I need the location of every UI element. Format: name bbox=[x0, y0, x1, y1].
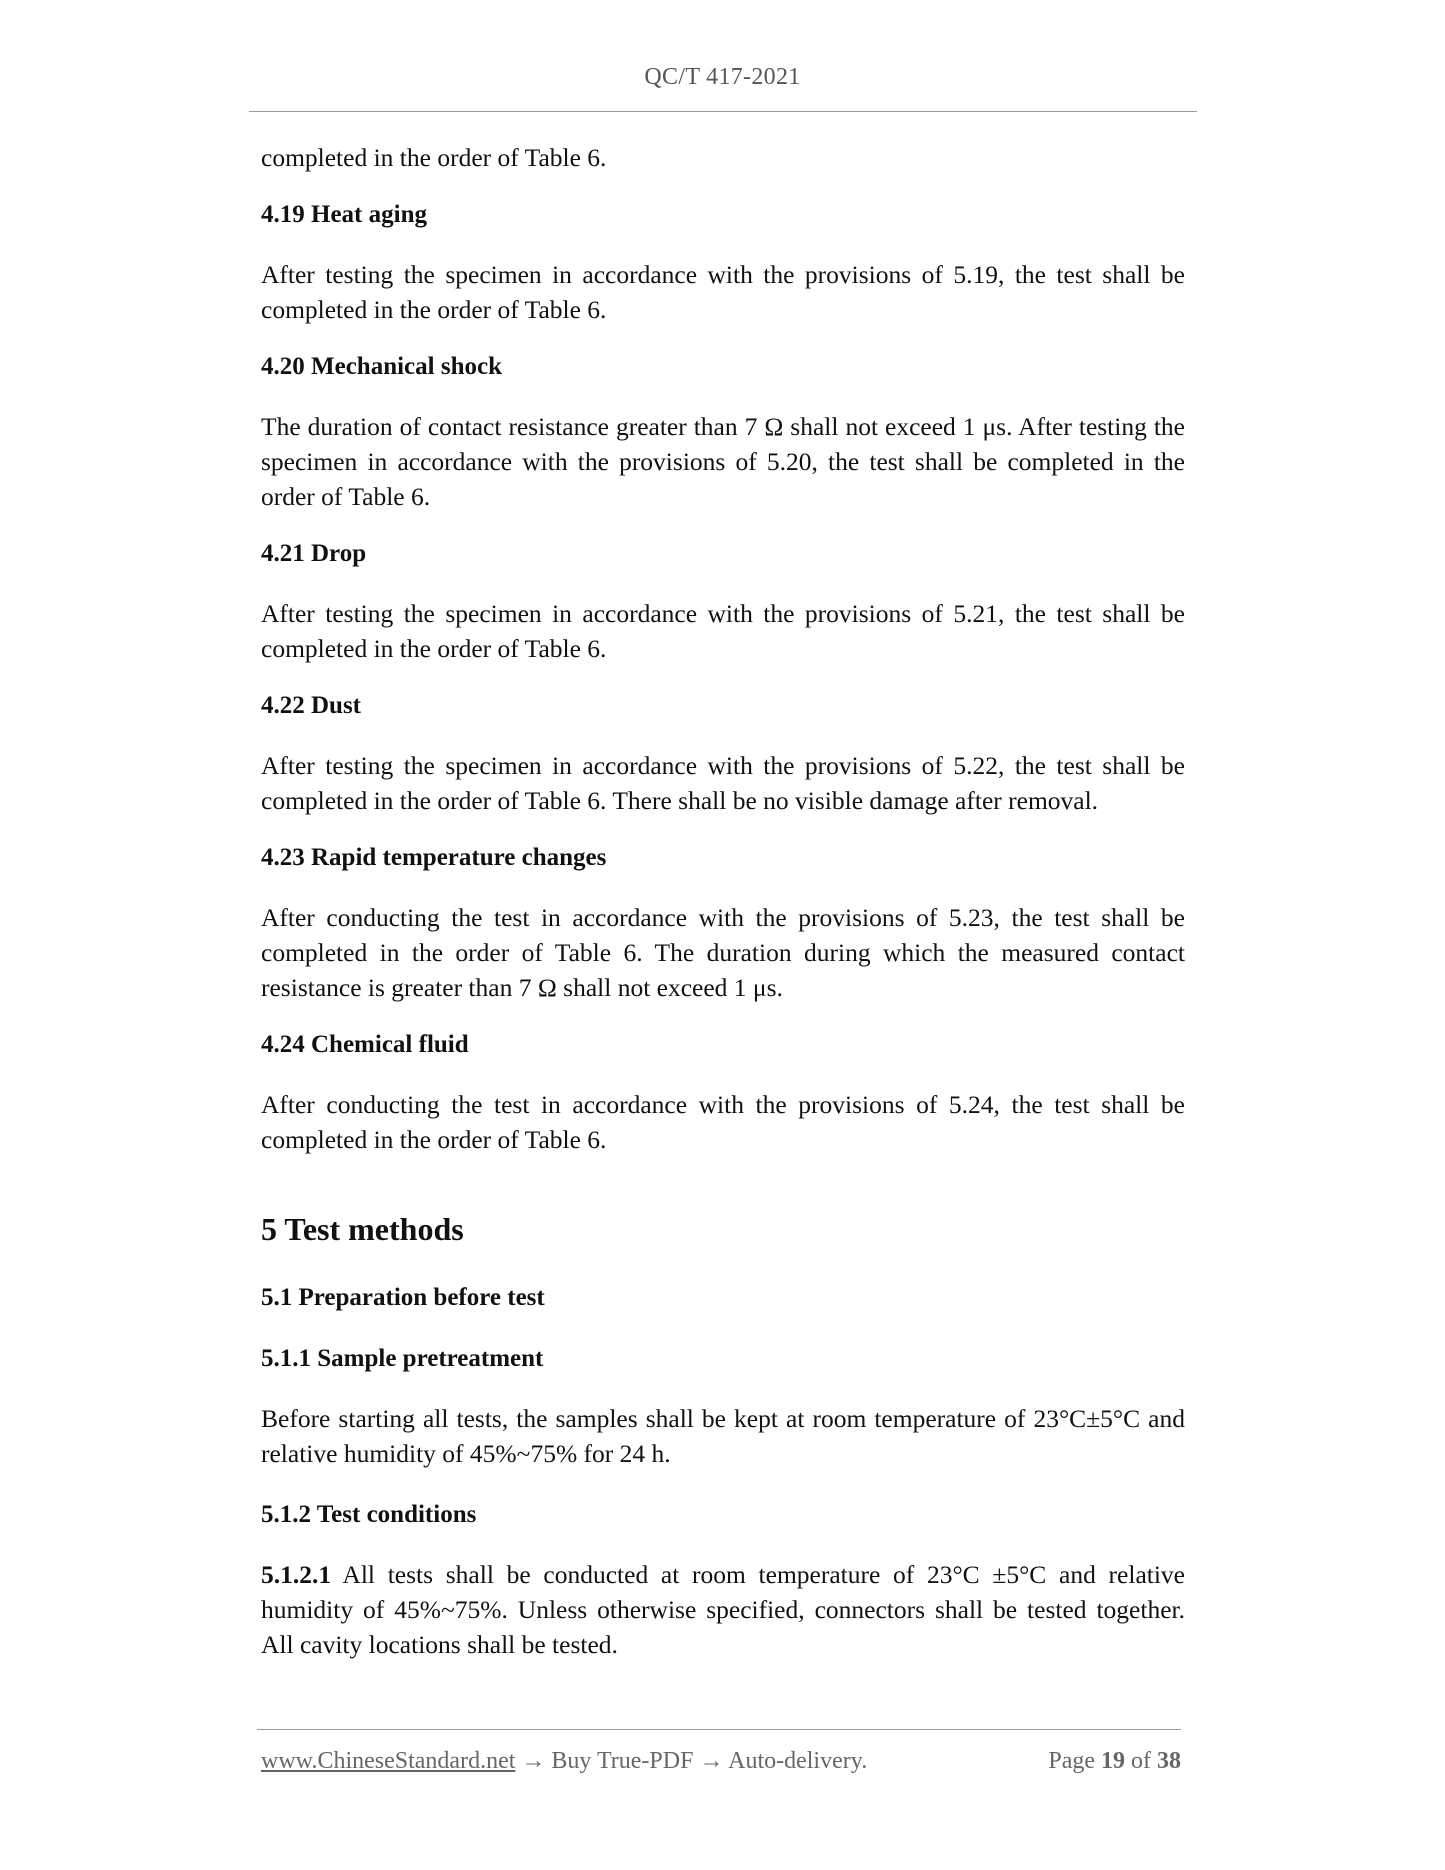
current-page: 19 bbox=[1101, 1748, 1125, 1774]
heading-4-20: 4.20 Mechanical shock bbox=[261, 353, 502, 380]
website-link[interactable]: www.ChineseStandard.net bbox=[261, 1748, 516, 1774]
paragraph-continuation: completed in the order of Table 6. bbox=[261, 143, 607, 172]
clause-number: 5.1.2.1 bbox=[261, 1560, 332, 1589]
heading-5-1-2: 5.1.2 Test conditions bbox=[261, 1501, 477, 1528]
paragraph-4-21: After testing the specimen in accordance with the provisions of 5.21, the test shall be completed in the order of Table 6. bbox=[261, 599, 1185, 663]
heading-4-21: 4.21 Drop bbox=[261, 540, 367, 567]
paragraph-4-24: After conducting the test in accordance with the provisions of 5.24, the test shall be completed in the order of Table 6. bbox=[261, 1090, 1185, 1154]
heading-5-1-1: 5.1.1 Sample pretreatment bbox=[261, 1345, 544, 1372]
footer-promo-text: → Buy True-PDF → Auto-delivery. bbox=[515, 1748, 868, 1774]
paragraph-4-19: After testing the specimen in accordance with the provisions of 5.19, the test shall be completed in the order of Table 6. bbox=[261, 260, 1185, 324]
page-footer bbox=[261, 1748, 1181, 1778]
page-label: Page bbox=[1048, 1748, 1095, 1774]
page-header-title: QC/T 417-2021 bbox=[644, 64, 801, 90]
heading-4-22: 4.22 Dust bbox=[261, 692, 362, 719]
footer-divider bbox=[257, 1729, 1181, 1730]
document-body bbox=[261, 140, 1185, 1662]
clause-text: All tests shall be conducted at room temperature of 23°C ±5°C and relative humidity of 45%~75%. Unless otherwise specified, connectors shall be tested together. All cavity locations shall be tested. bbox=[261, 1560, 1185, 1659]
heading-5-1: 5.1 Preparation before test bbox=[261, 1284, 545, 1311]
heading-5-test-methods: 5 Test methods bbox=[261, 1211, 464, 1247]
paragraph-5-1-1: Before starting all tests, the samples shall be kept at room temperature of 23°C±5°C and relative humidity of 45%~75% for 24 h. bbox=[261, 1404, 1185, 1468]
total-pages: 38 bbox=[1157, 1748, 1181, 1774]
header-divider bbox=[249, 111, 1197, 112]
paragraph-4-23: After conducting the test in accordance with the provisions of 5.23, the test shall be completed in the order of Table 6. The duration during which the measured contact resistance is greater than 7 Ω shall not exceed 1 μs. bbox=[261, 903, 1185, 1002]
paragraph-4-20: The duration of contact resistance greater than 7 Ω shall not exceed 1 μs. After testing the specimen in accordance with the provisions of 5.20, the test shall be completed in the order of Table 6. bbox=[261, 412, 1185, 511]
heading-4-19: 4.19 Heat aging bbox=[261, 201, 427, 228]
heading-4-23: 4.23 Rapid temperature changes bbox=[261, 844, 607, 871]
heading-4-24: 4.24 Chemical fluid bbox=[261, 1031, 469, 1058]
paragraph-4-22: After testing the specimen in accordance with the provisions of 5.22, the test shall be completed in the order of Table 6. There shall be no visible damage after removal. bbox=[261, 751, 1185, 815]
footer-promo bbox=[261, 1748, 867, 1775]
of-label: of bbox=[1131, 1748, 1151, 1774]
paragraph-5-1-2-1 bbox=[261, 1557, 1185, 1662]
page-number bbox=[1048, 1748, 1181, 1775]
